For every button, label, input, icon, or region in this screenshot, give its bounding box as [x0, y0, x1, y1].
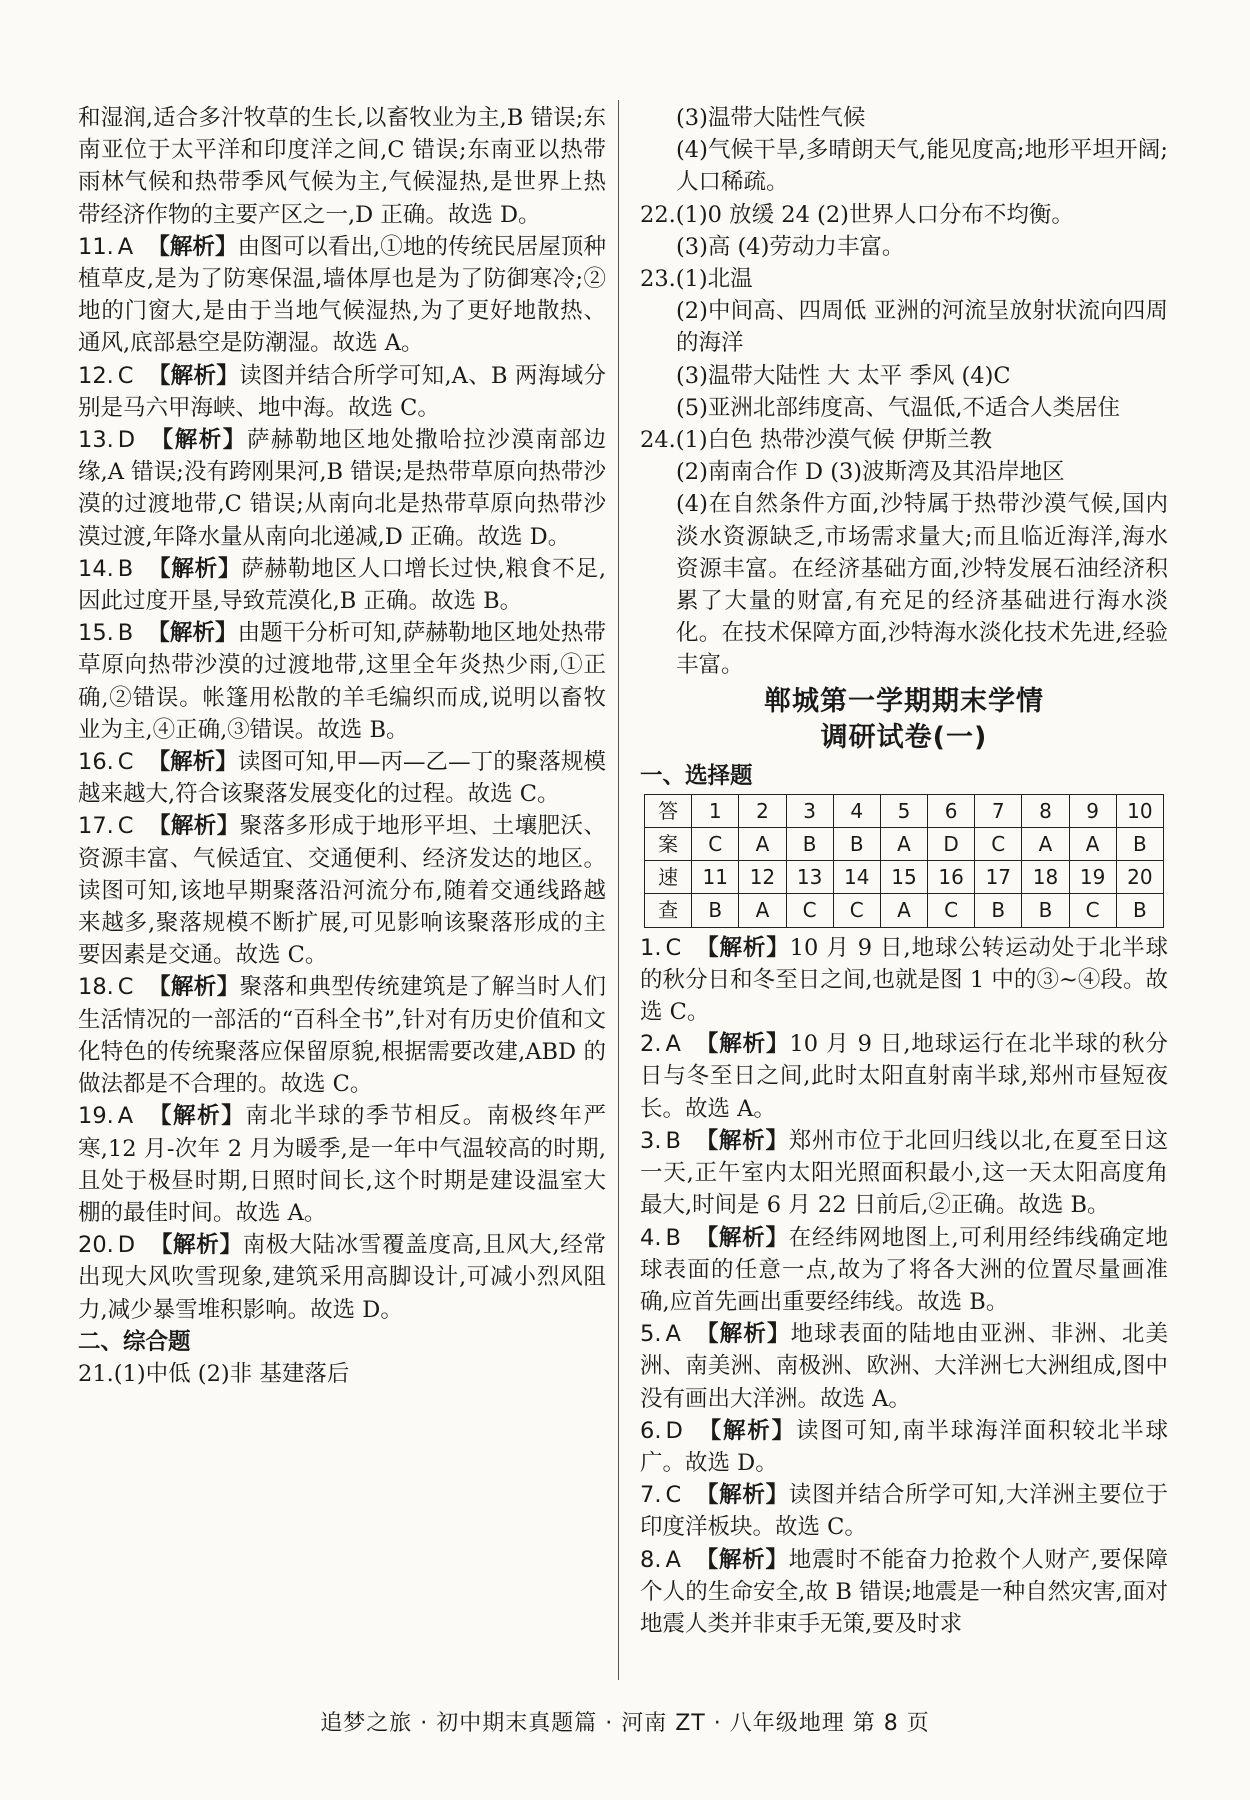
- answer-item: 2. A 【解析】10 月 9 日,地球运行在北半球的秋分日与冬至日之间,此时太阳直射南半球,郑州市昼短夜长。故选 A。: [640, 1031, 1168, 1122]
- q23-line: (3)温带大陆性 大 太平 季风 (4)C: [676, 362, 1011, 389]
- answer-item: 12. C 【解析】读图并结合所学可知,A、B 两海域分别是马六甲海峡、地中海。故选 C。: [78, 362, 606, 421]
- table-cell: C: [833, 894, 880, 927]
- table-cell: 5: [880, 794, 927, 827]
- table-label: 答: [645, 794, 692, 827]
- table-cell: 3: [786, 794, 833, 827]
- q24-line: (4)在自然条件方面,沙特属于热带沙漠气候,国内淡水资源缺乏,市场需求量大;而且临近海洋,海水资源丰富。在经济基础方面,沙特发展石油经济积累了大量的财富,有充足的经济基础进行海水淡化。在技术保障方面,沙特海水淡化技术先进,经验丰富。: [676, 491, 1168, 679]
- table-cell: 12: [739, 861, 786, 894]
- table-row: [645, 894, 1164, 927]
- q22-line: (3)高 (4)劳动力丰富。: [676, 233, 905, 260]
- table-cell: 20: [1116, 861, 1163, 894]
- table-cell: B: [692, 894, 739, 927]
- answer-quick-table: [644, 794, 1164, 928]
- table-cell: A: [1069, 828, 1116, 861]
- left-answer-list: [78, 231, 606, 1326]
- q21-line: (4)气候干旱,多晴朗天气,能见度高;地形平坦开阔;人口稀疏。: [676, 137, 1168, 196]
- left-column: [78, 102, 606, 1390]
- answer-item: 13. D 【解析】萨赫勒地区地处撒哈拉沙漠南部边缘,A 错误;没有跨刚果河,B 错误;是热带草原向热带沙漠的过渡地带,C 错误;从南向北是热带草原向热带沙漠过渡,年降水量从南向北递减,D 正确。故选 D。: [78, 427, 606, 550]
- answer-item: 17. C 【解析】聚落多形成于地形平坦、土壤肥沃、资源丰富、气候适宜、交通便利、经济发达的地区。读图可知,该地早期聚落沿河流分布,随着交通线路越来越多,聚落规模不断扩展,可见影响该聚落形成的主要因素是交通。故选 C。: [78, 813, 606, 969]
- q23-line: (2)中间高、四周低 亚洲的河流呈放射状流向四周的海洋: [676, 298, 1168, 357]
- answer-item: 5. A 【解析】地球表面的陆地由亚洲、非洲、北美洲、南美洲、南极洲、欧洲、大洋洲七大洲组成,图中没有画出大洋洲。故选 A。: [640, 1321, 1168, 1412]
- table-cell: 11: [692, 861, 739, 894]
- table-cell: 14: [833, 861, 880, 894]
- table-cell: C: [928, 894, 975, 927]
- table-cell: C: [786, 894, 833, 927]
- right-answer-list: [640, 932, 1168, 1640]
- answer-item: 14. B 【解析】萨赫勒地区人口增长过快,粮食不足,因此过度开垦,导致荒漠化,B 正确。故选 B。: [78, 555, 606, 615]
- answer-item: 8. A 【解析】地震时不能奋力抢救个人财产,要保障个人的生命安全,故 B 错误;地震是一种自然灾害,面对地震人类并非束手无策,要及时求: [640, 1546, 1168, 1637]
- table-cell: A: [739, 894, 786, 927]
- table-cell: 15: [880, 861, 927, 894]
- exam-title-line2: 调研试卷(一): [820, 721, 988, 753]
- table-cell: D: [928, 828, 975, 861]
- answer-item: 1. C 【解析】10 月 9 日,地球公转运动处于北半球的秋分日和冬至日之间,也就是图 1 中的③~④段。故选 C。: [640, 934, 1168, 1026]
- table-cell: B: [975, 894, 1022, 927]
- table-cell: A: [1022, 828, 1069, 861]
- answer-item: 20. D 【解析】南极大陆冰雪覆盖度高,且风大,经常出现大风吹雪现象,建筑采用高脚设计,可减小烈风阻力,减少暴雪堆积影响。故选 D。: [78, 1232, 606, 1323]
- answer-item: 15. B 【解析】由题干分析可知,萨赫勒地区地处热带草原向热带沙漠的过渡地带,这里全年炎热少雨,①正确,②错误。帐篷用松散的羊毛编织而成,说明以畜牧业为主,④正确,③错误。故选 B。: [78, 620, 606, 743]
- table-row: [645, 794, 1164, 827]
- table-cell: 13: [786, 861, 833, 894]
- answer-item: 7. C 【解析】读图并结合所学可知,大洋洲主要位于印度洋板块。故选 C。: [640, 1482, 1168, 1541]
- table-cell: A: [739, 828, 786, 861]
- section-heading-choice: 一、选择题: [640, 762, 753, 789]
- q24-line: (2)南南合作 D (3)波斯湾及其沿岸地区: [676, 459, 1065, 486]
- section-heading-comprehensive: 二、综合题: [78, 1328, 191, 1355]
- table-label: 查: [645, 894, 692, 927]
- q23-line: (5)亚洲北部纬度高、气温低,不适合人类居住: [676, 394, 1121, 421]
- table-cell: 10: [1116, 794, 1163, 827]
- table-cell: A: [880, 828, 927, 861]
- table-cell: B: [786, 828, 833, 861]
- table-cell: C: [1069, 894, 1116, 927]
- q22-line: 22.(1)0 放缓 24 (2)世界人口分布不均衡。: [640, 201, 1074, 228]
- right-column: [640, 102, 1168, 1640]
- exam-title: [640, 684, 1168, 756]
- table-cell: 18: [1022, 861, 1069, 894]
- table-row: [645, 861, 1164, 894]
- answer-item: 3. B 【解析】郑州市位于北回归线以北,在夏至日这一天,正午室内太阳光照面积最小,这一天太阳高度角最大,时间是 6 月 22 日前后,②正确。故选 B。: [640, 1127, 1168, 1219]
- table-cell: 9: [1069, 794, 1116, 827]
- exam-title-line1: 郸城第一学期期末学情: [764, 685, 1044, 717]
- table-cell: 1: [692, 794, 739, 827]
- table-cell: A: [880, 894, 927, 927]
- table-cell: 19: [1069, 861, 1116, 894]
- q24-line: 24.(1)白色 热带沙漠气候 伊斯兰教: [640, 427, 992, 454]
- table-row: [645, 828, 1164, 861]
- table-cell: C: [692, 828, 739, 861]
- table-cell: 16: [928, 861, 975, 894]
- answer-item: 6. D 【解析】读图可知,南半球海洋面积较北半球广。故选 D。: [640, 1417, 1168, 1476]
- table-cell: 2: [739, 794, 786, 827]
- q10-continuation: 和湿润,适合多汁牧草的生长,以畜牧业为主,B 错误;东南亚位于太平洋和印度洋之间,C 错误;东南亚以热带雨林气候和热带季风气候为主,气候湿热,是世界上热带经济作物的主要产区之一,D 正确。故选 D。: [78, 105, 606, 228]
- table-cell: 7: [975, 794, 1022, 827]
- answer-item: 11. A 【解析】由图可以看出,①地的传统民居屋顶种植草皮,是为了防寒保温,墙体厚也是为了防御寒冷;②地的门窗大,是由于当地气候湿热,为了更好地散热、通风,底部悬空是防潮湿。故选 A。: [78, 233, 606, 357]
- table-cell: B: [833, 828, 880, 861]
- table-cell: 17: [975, 861, 1022, 894]
- answer-item: 18. C 【解析】聚落和典型传统建筑是了解当时人们生活情况的一部活的“百科全书”,针对有历史价值和文化特色的传统聚落应保留原貌,根据需要改建,ABD 的做法都是不合理的。故选 C。: [78, 974, 606, 1098]
- q21-line: (3)温带大陆性气候: [676, 105, 866, 131]
- page-footer: 追梦之旅 · 初中期末真题篇 · 河南 ZT · 八年级地理 第 8 页: [320, 1711, 930, 1736]
- table-cell: 8: [1022, 794, 1069, 827]
- table-cell: B: [1116, 828, 1163, 861]
- answer-item: 4. B 【解析】在经纬网地图上,可利用经纬线确定地球表面的任意一点,故为了将各大洲的位置尽量画准确,应首先画出重要经纬线。故选 B。: [640, 1224, 1168, 1315]
- table-cell: 4: [833, 794, 880, 827]
- table-label: 案: [645, 828, 692, 861]
- table-cell: B: [1116, 894, 1163, 927]
- table-cell: C: [975, 828, 1022, 861]
- q23-line: 23.(1)北温: [640, 266, 753, 293]
- column-divider: [618, 100, 619, 1680]
- table-label: 速: [645, 861, 692, 894]
- q21-part1: 21.(1)中低 (2)非 基建落后: [78, 1360, 350, 1387]
- table-cell: B: [1022, 894, 1069, 927]
- answer-item: 16. C 【解析】读图可知,甲—丙—乙—丁的聚落规模越来越大,符合该聚落发展变化的过程。故选 C。: [78, 749, 606, 808]
- answer-item: 19. A 【解析】南北半球的季节相反。南极终年严寒,12 月-次年 2 月为暖季,是一年中气温较高的时期,且处于极昼时期,日照时间长,这个时期是建设温室大棚的最佳时间。故选 A。: [78, 1103, 606, 1226]
- table-cell: 6: [928, 794, 975, 827]
